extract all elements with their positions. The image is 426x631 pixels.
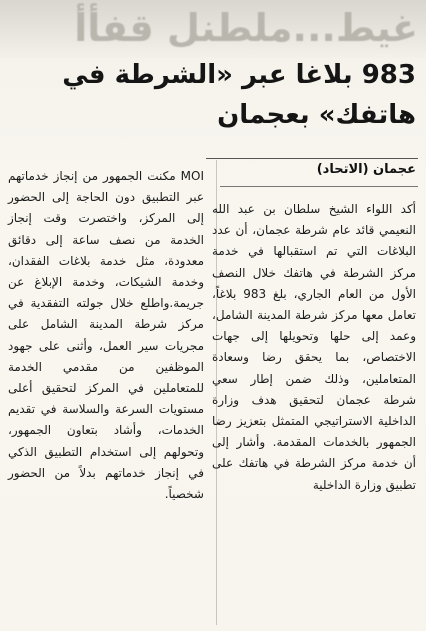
byline-rule — [220, 186, 418, 187]
previous-article-fragment — [0, 0, 426, 60]
article-byline: عجمان (الاتحاد) — [316, 162, 416, 177]
faded-headline-text: غيط...ملطنل قفأأ — [74, 6, 418, 50]
article-column-right: أكد اللواء الشيخ سلطان بن عبد الله النعيمي قائد عام شرطة عجمان، أن عدد البلاغات التي تم استقبالها في خدمة مركز الشرطة في هاتفك خلال النصف الأول من العام الجاري، بلغ 983 بلاغاً، تعامل معها مركز شرطة المدينة الشامل، وعمد إلى حلها وتحويلها إلى جهات الاختصاص، بما يحقق رضا وسعادة المتعاملين، وذلك ضمن إطار سعي شرطة عجمان لتحقيق هدف وزارة الداخلية الاستراتيجي المتمثل بتعزيز رضا الجمهور بالخدمات المقدمة. وأشار إلى أن خدمة مركز الشرطة في هاتفك على تطبيق وزارة الداخلية — [212, 202, 417, 492]
article-column-left: MOI مكنت الجمهور من إنجاز خدماتهم عبر التطبيق دون الحاجة إلى الحضور إلى المركز، واختصرت وقت إنجاز الخدمة من نصف ساعة إلى دقائق معدودة، مثل خدمة بلاغات الفقدان، وخدمة الشيكات، وخدمة الإبلاغ عن جريمة.واطلع خلال جولته التفقدية في مركز شرطة المدينة الشامل على مجريات سير العمل، وأثنى على جهود الموظفين من مقدمي الخدمة للمتعاملين في المركز لتحقيق أعلى مستويات السرعة والسلاسة في تقديم الخدمات، وأشاد بتعاون الجمهور، وتحولهم إلى استخدام التطبيق الذكي في إنجاز خدماتهم بدلاً من الحضور شخصياً. — [8, 169, 204, 502]
article-headline: 983 بلاغا عبر «الشرطة في هاتفك» بعجمان — [62, 60, 416, 130]
headline-rule — [206, 158, 418, 159]
